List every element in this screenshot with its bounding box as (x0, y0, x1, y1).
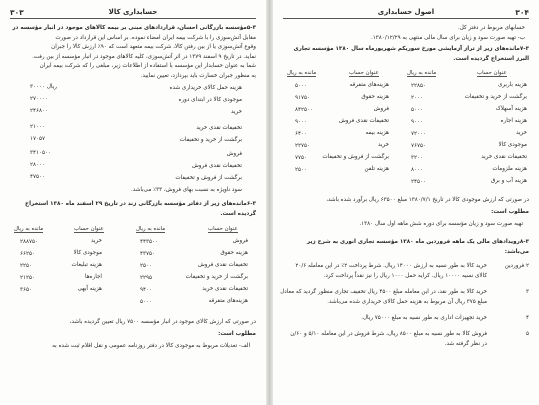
table-cell: ۳۲۰۰ (411, 155, 424, 161)
question-5-line-3: وقوع آتش‌سوزی یا از بین رفتن کالا، شرکت بیمه متعهد است که ۹۰٪ ارزش کالا را جبران (51, 44, 256, 50)
question-7-title: ۷-۳مانده‌های زیر از تراز آزمایشی مورخ سوریکم شهریورماه سال ۱۳۸۰ مؤسسه تجاری (293, 46, 529, 52)
table-header: عنوان حساب (349, 70, 379, 76)
after-table-note: در صورتی که ارزش موجودی کالا در تاریخ ۱۳۸۰/۷/۱ مبلغ ۶۳۵۰۰ ریال برآورد شده باشد، (326, 197, 529, 203)
book-gutter (266, 0, 273, 405)
question-5-line-1: ۵-۳مؤسسه بازرگانی احسان، قراردادهای مبنی بر بیمه کالاهای موجود در انبار مؤسسه در (12, 25, 256, 31)
required-item: تهیه صورت سود و زیان مؤسسه برای دوره شش ماهه اول سال ۱۳۸۰. (359, 221, 523, 227)
table-cell: ۵۰۰۰ (411, 107, 424, 113)
table-cell: فروش (232, 238, 248, 244)
table-cell: هزینه تلفن (364, 166, 389, 172)
question-5-line-4: نماید. در تاریخ ۹ اسفند ۱۳۷۹ در اثر آتش‌سوزی، کلیه کالاهای موجود در انبار مؤسسه از بین رفت. (31, 53, 256, 60)
required-label: مطلوب است: (218, 331, 256, 337)
table-cell: ۷۶۷۵۰ (411, 143, 427, 149)
event-text: خرید تجهیزات اداری به طور نسیه به مبلغ ۷۵۰۰۰ ریال. (361, 315, 487, 321)
table-cell: ۲۲۵۰ (20, 263, 33, 269)
table-cell: اجاره‌ها (84, 274, 102, 280)
event-date: ۵ (525, 331, 529, 337)
list-label: موجودی کالا در ابتدای دوره (178, 97, 242, 103)
text-line: حسابهای مربوط در دفتر کل. (458, 25, 525, 31)
table-cell: موجودی کالا (498, 142, 527, 148)
table-cell: هزینه‌های متفرقه (208, 298, 248, 304)
list-label: برگشت از فروش و تخفیفات (175, 175, 242, 181)
running-head (10, 7, 256, 19)
list-label: هزینه حمل کالای خریداری شده (169, 85, 242, 91)
table-cell: برگشت از خرید و تخفیفات (464, 94, 527, 100)
list-value: ۱۷۰۵۷ (30, 136, 46, 142)
event-text: کالای نسیه ۱۰۰۰۰ ریال. کرایه حمل ۱۰۰۰ ریال را نیز نقداً پرداخت کرد. (323, 273, 487, 279)
question-7-title-cont: البرز استخراج گردیده است. (453, 55, 529, 62)
table-cell: ۹۰۰۰ (295, 119, 308, 125)
table-cell: ۲۵۰۰ (140, 263, 153, 269)
table-cell: هزینه آبهی (77, 286, 102, 292)
event-date: ۲ فروردین (504, 263, 529, 269)
table-cell: ۹۴۰۰ (140, 287, 153, 293)
event-date: ۴ (525, 315, 529, 321)
event-text: خرید کالا به طور نقد، در این معامله مبلغ ۴۵۰۰ ریال تخفیف تجاری منظور گردید که معادل (280, 289, 487, 295)
table-cell: ۳۶۵۰ (20, 287, 33, 293)
event-text: مبلغ ۳۷۵ ریال آن مربوط به هزینه حمل کالای خریداری شده می‌باشد. (327, 299, 487, 305)
table-header: عنوان حساب (477, 70, 507, 76)
list-label: تخفیفات نقدی فروش (191, 163, 242, 169)
running-head-title: حسابداری کالا (108, 8, 158, 16)
event-text: فروش کالا به طور نسیه به مبلغ ۸۵۰۰ ریال، شرط فروش در این معامله ۵/۱۰ و ۶۰/ن (290, 331, 487, 337)
table-header: مانده به ریال (136, 226, 166, 232)
table-cell: ۹۱۷۵۰ (295, 95, 311, 101)
list-value: ۴۷۵۰۰ (30, 174, 46, 180)
event-text: خرید کالا به طور نسیه به ارزش ۱۴۰۰۰ ریال. شرط پرداخت ۲٪ در این معامله ۲۰/۶ (295, 263, 487, 269)
list-label: برگشت از خرید و تخفیفات (179, 137, 242, 143)
table-cell: برگشت از خرید و تخفیفات (185, 274, 248, 280)
list-value: ۲۷۰۰۰۰ (30, 96, 49, 102)
list-label: فروش (226, 151, 242, 157)
page-number: ۳۰۴ (515, 8, 529, 17)
table-cell: تخفیفات نقدی خرید (481, 154, 527, 160)
list-label: تخفیفات نقدی خرید (196, 125, 242, 131)
left-page (0, 0, 266, 405)
list-value: ۳۰۰۰۰ ریال (30, 84, 57, 90)
table-cell: ۴۳۷۵۰ (140, 251, 156, 257)
table-cell: ۲۲۷۵۰ (295, 143, 311, 149)
table-cell: ۷۷۵۰ (295, 155, 308, 161)
event-date: ۳ (525, 289, 529, 295)
table-cell: تخفیفات نقدی فروش (197, 262, 248, 268)
table-cell: ۹۰۰۰ (411, 119, 424, 125)
table-cell: تخفیفات نقدی خرید (202, 286, 248, 292)
table-cell: هزینه اجاره (500, 118, 527, 124)
question-6-title-cont: گردیده است. (220, 210, 256, 217)
list-value: ۲۱۰۰۰ (30, 124, 46, 130)
table-header: عنوان حساب (74, 226, 104, 232)
table-cell: هزینه آسهلاک (495, 106, 527, 112)
table-cell: ۲۴۵۰۰ (411, 179, 427, 185)
table-cell: هزینه تبلیغات (71, 262, 102, 268)
list-value: ۳۴۱۰۵۰۰ (30, 150, 52, 156)
table-cell: فروش (373, 106, 389, 112)
running-head (283, 7, 529, 19)
table-cell: ۴۴۳۵۰۰ (140, 239, 159, 245)
table-cell: ۲۰۰۰ (411, 95, 424, 101)
right-page (273, 0, 539, 405)
table-cell: ۵۰۰۰ (295, 83, 308, 89)
question-6-title: ۶-۳مانده‌های زیر از دفاتر مؤسسه بازرگانی زند در تاریخ ۲۹ اسفند ماه ۱۳۸۰ استخراج (25, 201, 256, 207)
question-8-title-cont: می‌باشد: (504, 248, 529, 255)
table-cell: ۶۴۰۰ (295, 131, 308, 137)
running-head-title: اصول حسابداری (377, 8, 435, 16)
table-cell: ۸۰۰۰ (411, 167, 424, 173)
table-cell: موجودی کالا (73, 250, 102, 256)
table-cell: تخفیفات نقدی فروش (338, 118, 389, 124)
table-cell: هزینه‌های متفرقه (349, 82, 389, 88)
list-value: ۲۴۶۸۰۰ (30, 108, 49, 114)
list-label: خرید (230, 109, 242, 115)
page-number: ۳۰۳ (10, 8, 24, 17)
table-cell: برگشت از فروش و تخفیفات (322, 154, 389, 160)
table-cell: ۲۱۲۵۰ (20, 275, 36, 281)
question-8-title: ۸-۳رویدادهای مالی یک ماهه فروردین ماه ۱۳۸۰ مؤسسه تجاری انوری به شرح زیر (306, 239, 529, 245)
question-5-line-2: مقابل آتش‌سوزی را با شرکت بیمه ایران امضاء نموده. بر اساس این قرارداد در صورت (55, 34, 256, 41)
required-item: الف- تعدیلات مربوط به موجودی کالا در دفتر روزنامه عمومی و نقل اقلام ثبت شده به (52, 343, 250, 349)
table-cell: هزینه حقوق (220, 250, 248, 256)
list-value: ۲۸۰۰۰ (30, 162, 46, 168)
table-cell: ۶۶۲۵۰ (20, 251, 36, 257)
text-line: ب- تهیه صورت سود و زیان برای سال مالی منتهی به ۱۳۸۰/۱۲/۲۹. (371, 34, 525, 41)
question-5-line-5: شما به عنوان حسابدار این مؤسسه با استفاده از اطلاعات زیر، مبلغی را که شرکت بیمه ایران (39, 63, 256, 69)
table-cell: ۲۲۸۵۰ (411, 83, 427, 89)
required-label: مطلوب است: (491, 209, 529, 215)
list-note: سود ناویژه به نسبت بهای فروش، ۳۳٪ می‌باشد. (131, 187, 242, 193)
footer-note: در صورتی که ارزش کالای موجود در انبار مؤسسه ۷۵۰۰ ریال تعیین گردیده باشد، (69, 319, 256, 325)
table-cell: هزینه باربری (497, 82, 527, 88)
table-header: مانده به ریال (14, 226, 44, 232)
table-cell: خرید (515, 130, 527, 136)
table-cell: ۷۲۰۰۰ (411, 131, 427, 137)
table-cell: ۲۲۹۵ (140, 275, 153, 281)
table-cell: خرید (90, 238, 102, 244)
table-cell: ۲۵۰۰ (295, 167, 308, 173)
table-cell: ۲۸۸۷۵۰ (20, 239, 39, 245)
table-cell: هزینه ملزومات (492, 166, 527, 172)
table-cell: ۵۰۰۰ (140, 299, 153, 305)
table-cell: ۸۴۲۵۰۰ (295, 107, 314, 113)
table-header: مانده به ریال (287, 70, 317, 76)
table-cell: هزینه حقوق (361, 94, 389, 100)
table-header: مانده به ریال (407, 70, 437, 76)
table-cell: خرید (377, 142, 389, 148)
table-cell: هزینه آب و برق (490, 178, 527, 184)
question-5-line-6: به منظور جبران خسارت باید بپردازد، تعیین نمایید. (140, 72, 256, 79)
table-cell: هزینه بیمه (365, 130, 389, 136)
event-text: در نظر گرفته شد. (444, 341, 487, 347)
table-header: عنوان حساب (208, 226, 238, 232)
